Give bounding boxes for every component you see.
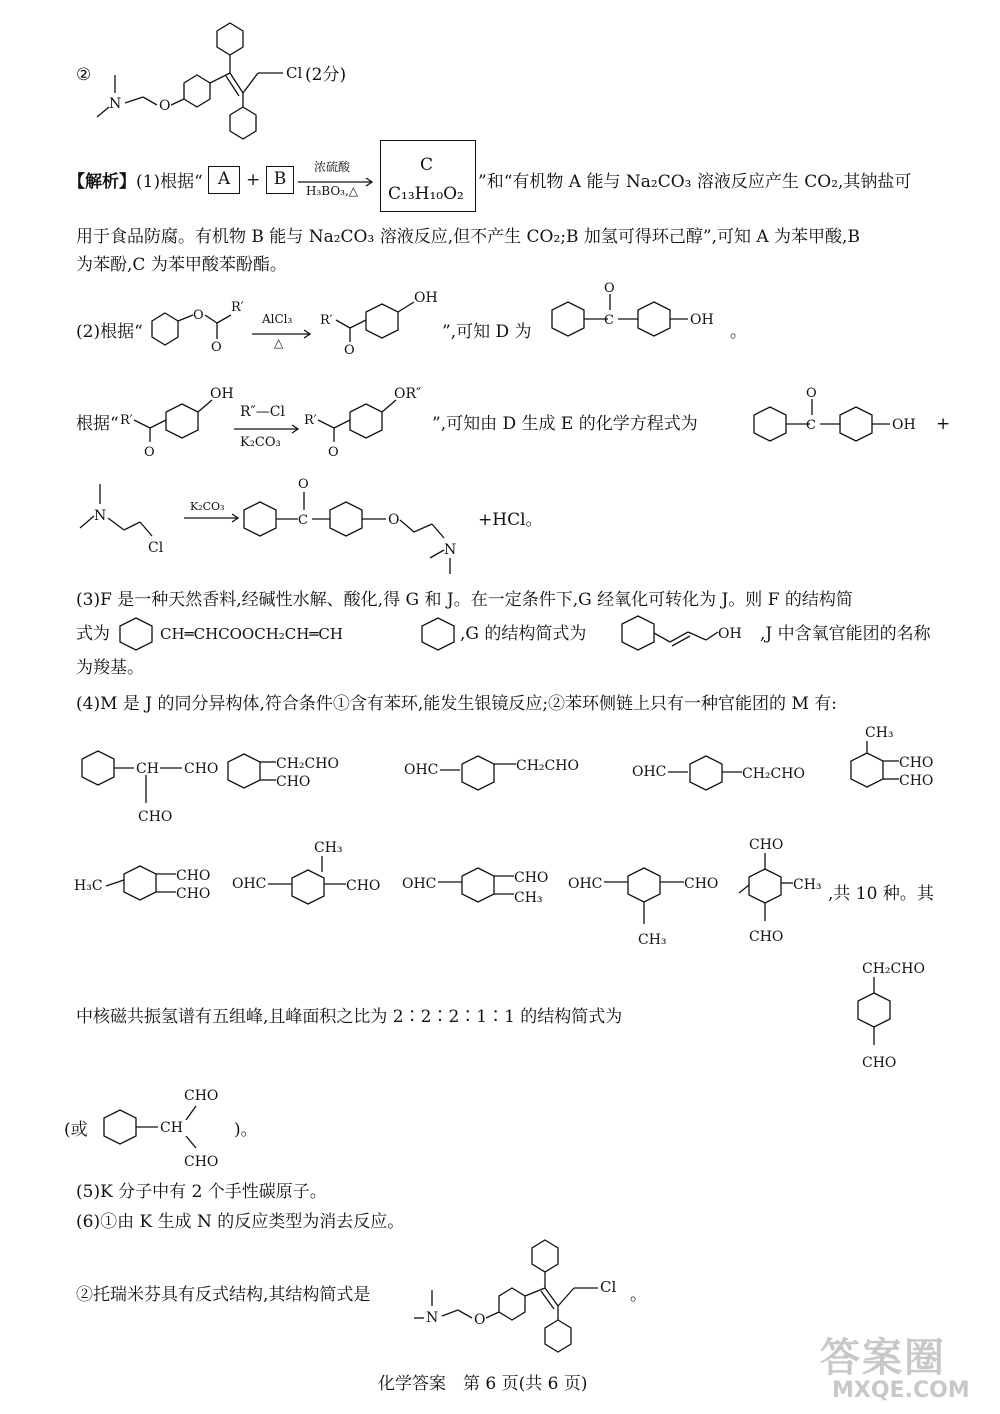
isomer-9 [566, 862, 756, 952]
p2-end: 。 [730, 322, 747, 342]
amine-n: N [94, 508, 107, 524]
p2b-prefix: 根据“ [76, 414, 119, 434]
k2co3-condition: K₂CO₃ [240, 435, 281, 450]
iso10-cho-top: CHO [749, 837, 784, 853]
isomer-4 [630, 752, 830, 802]
svg-text:C: C [298, 513, 308, 528]
n-label-bottom: N [426, 1310, 439, 1326]
iso8-ch3: CH₃ [514, 890, 543, 906]
eq-condition: K₂CO₃ [190, 500, 225, 513]
ketone-o: O [344, 343, 355, 358]
or-ch: CH [160, 1120, 183, 1136]
ketone-o-2: O [144, 445, 155, 460]
analysis-p1-line2: 用于食品防腐。有机物 B 能与 Na₂CO₃ 溶液反应,但不产生 CO₂;B 加氢可得环己醇”,可知 A 为苯甲酸,B [76, 227, 860, 247]
p4-or: (或 [64, 1120, 88, 1140]
rprime-label-2: R′ [320, 313, 333, 328]
plus-sign: + [246, 170, 261, 190]
iso7-ohc: OHC [232, 876, 267, 892]
rcl-reagent: R″—Cl [240, 404, 285, 420]
reaction-condition-bottom: H₃BO₃,△ [306, 184, 359, 198]
or-cho-bottom: CHO [184, 1154, 219, 1170]
item-score: (2分) [305, 65, 347, 85]
cl-label-2: Cl [148, 540, 164, 556]
p2-prefix: (2)根据“ [76, 322, 143, 342]
carbonyl-o: O [211, 340, 222, 355]
hydroxyaryl-ketone-structure-2 [118, 380, 238, 460]
p3-line3: 为羧基。 [76, 658, 144, 678]
d2-ketone-o: O [806, 386, 817, 401]
p6b: ②托瑞米芬具有反式结构,其结构简式是 [76, 1285, 371, 1305]
iso4-ohc: OHC [632, 764, 667, 780]
o-label-bottom: O [474, 1312, 486, 1328]
d2-oh: OH [892, 417, 916, 433]
cinnamyl-alcohol-structure [618, 610, 758, 656]
reaction-arrow-3 [232, 425, 302, 435]
rprime-label-3: R′ [120, 413, 133, 428]
compound-e-structure [240, 470, 480, 580]
nmr-ch2cho: CH₂CHO [862, 961, 925, 977]
item-number: ② [76, 65, 92, 85]
n-label: N [109, 96, 122, 112]
p4-or-end: )。 [234, 1120, 258, 1140]
iso2-cho: CHO [276, 774, 311, 790]
iso1-ch: CH [136, 761, 159, 777]
p2b-suffix: ”,可知由 D 生成 E 的化学方程式为 [432, 414, 698, 434]
f-formula: CH═CHCOOCH₂CH═CH [160, 625, 343, 643]
e-amine-n: N [444, 542, 457, 558]
p3-line1: (3)F 是一种天然香料,经碱性水解、酸化,得 G 和 J。在一定条件下,G 经氧化可转化为 J。则 F 的结构简 [76, 590, 853, 610]
isomer-3 [402, 752, 602, 802]
box-b: B [266, 166, 294, 194]
iso2-ch2cho: CH₂CHO [276, 756, 339, 772]
rprime-label: R′ [231, 300, 244, 315]
phenyl-ester-structure [145, 295, 245, 355]
iso5-ch3: CH₃ [865, 725, 894, 741]
d-oh: OH [690, 312, 714, 328]
ketone-o-3: O [328, 445, 339, 460]
iso6-cho-1: CHO [176, 868, 211, 884]
eq-tail: +HCl。 [478, 510, 543, 530]
reaction-condition-top: 浓硫酸 [314, 160, 351, 174]
svg-text:C: C [806, 418, 816, 433]
reaction-arrow-4 [182, 514, 242, 524]
box-a: A [208, 166, 240, 194]
iso4-ch2cho: CH₂CHO [742, 766, 805, 782]
iso9-ohc: OHC [568, 876, 603, 892]
oh-label-2: OH [210, 386, 234, 402]
box-c-formula: C₁₃H₁₀O₂ [388, 184, 464, 204]
isomer-2 [220, 748, 390, 808]
or-label: OR″ [394, 386, 422, 402]
f-phenyl-right [418, 614, 458, 654]
chloroethylamine-structure [76, 480, 176, 560]
iso3-ohc: OHC [404, 762, 439, 778]
isomer-10 [735, 835, 835, 955]
f-phenyl-left [116, 614, 156, 654]
page-footer: 化学答案 第 6 页(共 6 页) [378, 1374, 588, 1394]
isomer-5 [845, 725, 965, 805]
iso5-cho-2: CHO [899, 773, 934, 789]
cl-label: Cl [286, 64, 303, 82]
iso5-cho-1: CHO [899, 755, 934, 771]
nmr-answer-structure [848, 955, 948, 1075]
toremifene-structure-bottom [412, 1232, 642, 1362]
p3-mid: ,G 的结构简式为 [460, 624, 587, 644]
p4-line1: (4)M 是 J 的同分异构体,符合条件①含有苯环,能发生银镜反应;②苯环侧链上只有一种官能团的 M 有: [76, 694, 837, 714]
p2-suffix: ”,可知 D 为 [442, 322, 532, 342]
isomer-8 [400, 862, 580, 922]
g-oh: OH [718, 626, 742, 642]
iso8-ohc: OHC [402, 876, 437, 892]
p3-suffix: ,J 中含氧官能团的名称 [760, 624, 931, 644]
iso10-ch3-right: CH₃ [793, 877, 822, 893]
compound-d-structure [548, 280, 748, 350]
iso9-cho: CHO [684, 876, 719, 892]
ester-o: O [193, 308, 204, 323]
analysis-label: 【解析】 [68, 172, 136, 192]
analysis-p1-prefix: (1)根据“ [136, 172, 203, 192]
p6a: (6)①由 K 生成 N 的反应类型为消去反应。 [76, 1212, 405, 1232]
iso1-cho: CHO [184, 761, 219, 777]
p6-end: 。 [630, 1285, 647, 1305]
delta-condition: △ [274, 336, 284, 350]
hydroxyaryl-ketone-structure [318, 290, 448, 360]
alcl3-condition: AlCl₃ [262, 312, 293, 326]
analysis-p1-line3: 为苯酚,C 为苯甲酸苯酚酯。 [76, 255, 287, 275]
p4-nmr: 中核磁共振氢谱有五组峰,且峰面积之比为 2∶2∶2∶1∶1 的结构简式为 [76, 1007, 623, 1027]
p2b-plus: + [936, 414, 951, 434]
rprime-label-4: R′ [304, 413, 317, 428]
watermark-logo: 答案圈 [820, 1335, 946, 1381]
ether-ketone-structure [302, 380, 442, 460]
watermark-url: MXQE.COM [832, 1378, 970, 1403]
iso8-cho: CHO [514, 870, 549, 886]
e-ether-o: O [388, 512, 400, 528]
iso1-cho-2: CHO [138, 809, 173, 825]
or-structure [100, 1080, 240, 1170]
o-label: O [159, 98, 171, 114]
iso7-cho: CHO [346, 878, 381, 894]
iso10-cho-bottom: CHO [749, 929, 784, 945]
iso7-ch3: CH₃ [314, 840, 343, 856]
iso6-h3c: H₃C [74, 878, 103, 894]
e-ketone-o: O [298, 477, 309, 492]
p4-total: ,共 10 种。其 [828, 884, 934, 904]
p5: (5)K 分子中有 2 个手性碳原子。 [76, 1182, 327, 1202]
isomer-7 [230, 830, 410, 910]
analysis-line1-prefix [68, 170, 203, 194]
isomer-6 [72, 860, 242, 920]
nmr-cho: CHO [862, 1055, 897, 1071]
d-ketone-o: O [604, 281, 615, 296]
iso9-ch3: CH₃ [638, 932, 667, 948]
oh-label: OH [414, 290, 438, 306]
cl-label-bottom: Cl [600, 1278, 617, 1296]
p3-prefix: 式为 [76, 624, 110, 644]
svg-text:C: C [604, 313, 614, 328]
compound-d-structure-2 [750, 385, 950, 455]
isomer-1 [78, 745, 238, 835]
iso6-cho-2: CHO [176, 886, 211, 902]
or-cho-top: CHO [184, 1088, 219, 1104]
analysis-p1-mid: ”和“有机物 A 能与 Na₂CO₃ 溶液反应产生 CO₂,其钠盐可 [478, 172, 912, 192]
iso3-ch2cho: CH₂CHO [516, 758, 579, 774]
box-c-label: C [420, 155, 434, 175]
